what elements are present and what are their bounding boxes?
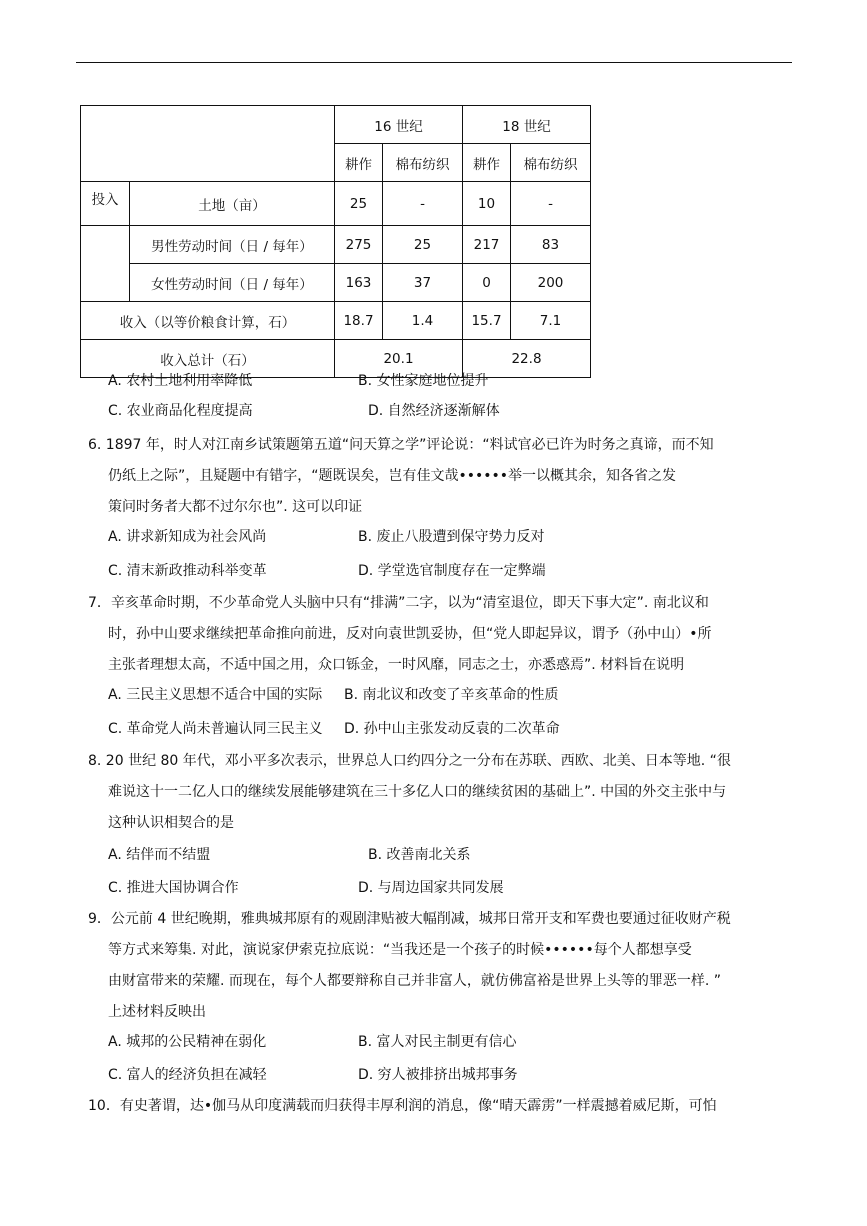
q7-line-2: 时，孙中山要求继续把革命推向前进，反对向袁世凯妥协，但“党人即起异议，谓予（孙中山）•所 (108, 626, 712, 642)
q9-line-1: 9．公元前 4 世纪晚期，雅典城邦原有的观剧津贴被大幅削减，城邦日常开支和军费也要通过征收财产税 (88, 911, 731, 927)
top-rule (76, 62, 792, 63)
q9-option-a: A. 城邦的公民精神在弱化 (108, 1034, 267, 1050)
table-cell: 163 (335, 264, 383, 302)
table-cell: 15.7 (463, 302, 511, 340)
q5-option-b: B. 女性家庭地位提升 (358, 373, 489, 389)
q7-option-b: B. 南北议和改变了辛亥革命的性质 (344, 687, 559, 703)
q8-line-3: 这种认识相契合的是 (108, 815, 234, 831)
q8-option-d: D. 与周边国家共同发展 (358, 880, 504, 896)
q6-option-b: B. 废止八股遭到保守势力反对 (358, 529, 545, 545)
table-cell: - (383, 182, 463, 226)
table-cell: - (511, 182, 591, 226)
table-cell: 217 (463, 226, 511, 264)
q8-line-1: 8. 20 世纪 80 年代，邓小平多次表示，世界总人口约四分之一分布在苏联、西欧、北美、日本等地. “很 (88, 753, 731, 769)
q6-line-2: 仍纸上之际”，且疑题中有错字，“题既误矣，岂有佳文哉••••••举一以概其余，知各省之发 (108, 468, 677, 484)
q9-option-d: D. 穷人被排挤出城邦事务 (358, 1067, 518, 1083)
table-cell: 18.7 (335, 302, 383, 340)
data-table (80, 105, 591, 378)
row-label: 女性劳动时间（日 / 每年） (130, 264, 335, 302)
q6-line-1: 6. 1897 年，时人对江南乡试策题第五道“问天算之学”评论说：“料试官必已许为时务之真谛，而不知 (88, 437, 714, 453)
input-label-span (81, 226, 130, 302)
q8-line-2: 难说这十一二亿人口的继续发展能够建筑在三十多亿人口的继续贫困的基础上”. 中国的外交主张中与 (108, 784, 727, 800)
table-cell: 0 (463, 264, 511, 302)
row-label: 收入（以等价粮食计算，石） (81, 302, 335, 340)
q6-option-a: A. 讲求新知成为社会风尚 (108, 529, 267, 545)
table-corner (81, 106, 335, 182)
q8-option-c: C. 推进大国协调合作 (108, 880, 239, 896)
total-16c: 20.1 (335, 340, 463, 378)
q9-option-b: B. 富人对民主制更有信心 (358, 1034, 517, 1050)
table-cell: 25 (335, 182, 383, 226)
q6-line-3: 策问时务者大都不过尔尔也”. 这可以印证 (108, 499, 363, 515)
q7-line-3: 主张者理想太高，不适中国之用，众口铄金，一时风靡，同志之士，亦悉惑焉”. 材料旨在说明 (108, 657, 685, 673)
q7-option-c: C. 革命党人尚未普遍认同三民主义 (108, 721, 323, 737)
q9-line-3: 由财富带来的荣耀. 而现在，每个人都要辩称自己并非富人，就仿佛富裕是世界上头等的罪恶一样. ” (108, 973, 722, 989)
q8-option-a: A. 结伴而不结盟 (108, 847, 211, 863)
total-label: 收入总计（石） (81, 340, 335, 378)
table-cell: 10 (463, 182, 511, 226)
q8-option-b: B. 改善南北关系 (368, 847, 471, 863)
q5-option-a: A. 农村土地利用率降低 (108, 373, 253, 389)
header-16c: 16 世纪 (335, 106, 463, 144)
table-cell: 37 (383, 264, 463, 302)
q10-line-1: 10．有史著谓，达•伽马从印度满载而归获得丰厚利润的消息，像“晴天霹雳”一样震撼着威尼斯，可怕 (88, 1098, 717, 1114)
table-cell: 83 (511, 226, 591, 264)
q9-option-c: C. 富人的经济负担在减轻 (108, 1067, 267, 1083)
table-cell: 25 (383, 226, 463, 264)
subheader-cloth-18: 棉布纺织 (511, 144, 591, 182)
header-18c: 18 世纪 (463, 106, 591, 144)
subheader-farm-18: 耕作 (463, 144, 511, 182)
q5-option-c: C. 农业商品化程度提高 (108, 403, 253, 419)
q5-option-d: D. 自然经济逐渐解体 (368, 403, 500, 419)
q9-line-4: 上述材料反映出 (108, 1004, 206, 1020)
input-label: 投入 (81, 182, 130, 226)
subheader-cloth-16: 棉布纺织 (383, 144, 463, 182)
table-cell: 200 (511, 264, 591, 302)
q6-option-c: C. 清末新政推动科举变革 (108, 563, 267, 579)
q7-option-d: D. 孙中山主张发动反袁的二次革命 (344, 721, 560, 737)
q7-line-1: 7．辛亥革命时期，不少革命党人头脑中只有“排满”二字，以为“清室退位，即天下事大定”. 南北议和 (88, 595, 709, 611)
table-cell: 1.4 (383, 302, 463, 340)
row-label: 土地（亩） (130, 182, 335, 226)
table-cell: 7.1 (511, 302, 591, 340)
total-18c: 22.8 (463, 340, 591, 378)
q6-option-d: D. 学堂选官制度存在一定弊端 (358, 563, 546, 579)
q7-option-a: A. 三民主义思想不适合中国的实际 (108, 687, 323, 703)
subheader-farm-16: 耕作 (335, 144, 383, 182)
row-label: 男性劳动时间（日 / 每年） (130, 226, 335, 264)
table-cell: 275 (335, 226, 383, 264)
q9-line-2: 等方式来筹集. 对此，演说家伊索克拉底说：“当我还是一个孩子的时候••••••每个人都想享受 (108, 942, 692, 958)
